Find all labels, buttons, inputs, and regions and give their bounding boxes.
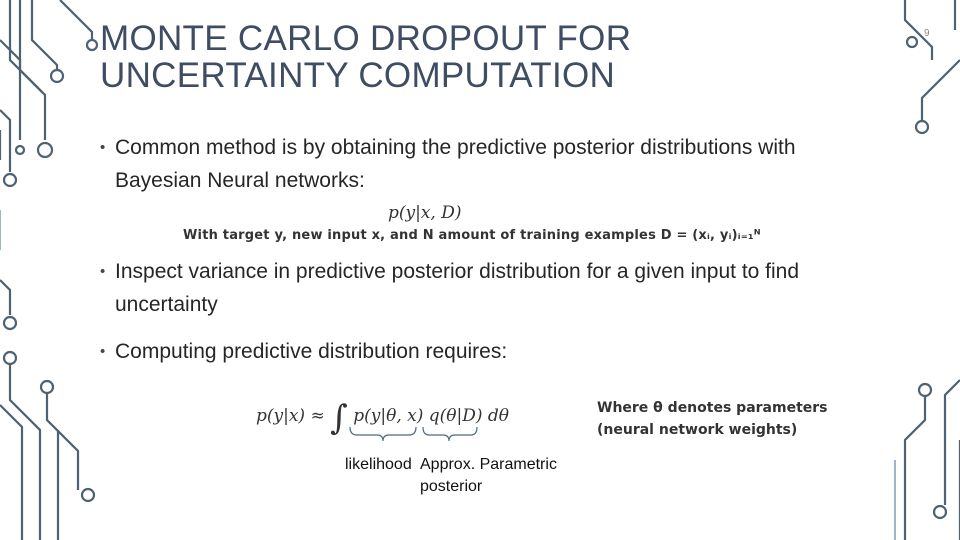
posterior-underbrace	[423, 427, 477, 441]
bullet-point-1	[100, 131, 860, 197]
circuit-node	[916, 121, 928, 133]
circuit-trace	[922, 60, 960, 120]
circuit-trace	[905, 397, 925, 540]
where-note: Where θ denotes parameters (neural network weights)	[597, 400, 828, 438]
bullet-text: Computing predictive distribution requires:	[115, 340, 508, 363]
circuit-node	[38, 143, 52, 157]
circuit-node	[87, 40, 97, 50]
target-note: With target y, new input x, and N amount of training examples D = (xᵢ, yᵢ)ᵢ₌₁ᴺ	[183, 228, 761, 243]
circuit-node	[934, 506, 946, 518]
circuit-trace	[47, 394, 78, 490]
circuit-trace	[945, 380, 960, 505]
bullet-point-3	[100, 335, 860, 368]
circuit-trace	[60, 0, 92, 40]
circuit-node	[919, 384, 931, 396]
circuit-trace	[10, 0, 45, 140]
underbrace-graphic	[345, 425, 485, 450]
bullet-marker: •	[100, 343, 106, 360]
bullet-point-2	[100, 255, 880, 321]
predictive-rhs: p(y|θ, x) q(θ|D) dθ	[353, 406, 510, 426]
circuit-trace	[10, 365, 40, 540]
posterior-formula: p(y|x, D)	[388, 203, 462, 223]
circuit-node	[82, 489, 94, 501]
circuit-node	[51, 70, 63, 82]
likelihood-underbrace	[350, 427, 416, 441]
circuit-trace	[0, 110, 10, 172]
circuit-trace	[0, 280, 10, 315]
bullet-marker: •	[100, 263, 106, 280]
circuit-trace	[32, 0, 57, 70]
bullet-text: Common method is by obtaining the predictive posterior distributions with Bayesian Neural networks:	[115, 136, 796, 192]
circuit-node	[907, 37, 917, 47]
bullet-marker: •	[100, 139, 106, 156]
slide-title: MONTE CARLO DROPOUT FOR UNCERTAINTY COMPUTATION	[100, 19, 632, 95]
slide-number: 9	[924, 28, 930, 39]
circuit-trace	[0, 405, 22, 540]
circuit-node	[4, 174, 16, 186]
likelihood-label: likelihood	[345, 456, 412, 473]
bullet-text: Inspect variance in predictive posterior distribution for a given input to find uncertainty	[115, 260, 800, 316]
circuit-node	[4, 352, 16, 364]
approx-posterior-label: Approx. Parametric posterior	[420, 456, 557, 495]
circuit-node	[4, 317, 16, 329]
integral-sign: ∫	[330, 398, 348, 438]
predictive-lhs: p(y|x) ≈	[256, 406, 325, 426]
circuit-node	[41, 381, 53, 393]
circuit-node	[16, 146, 24, 154]
